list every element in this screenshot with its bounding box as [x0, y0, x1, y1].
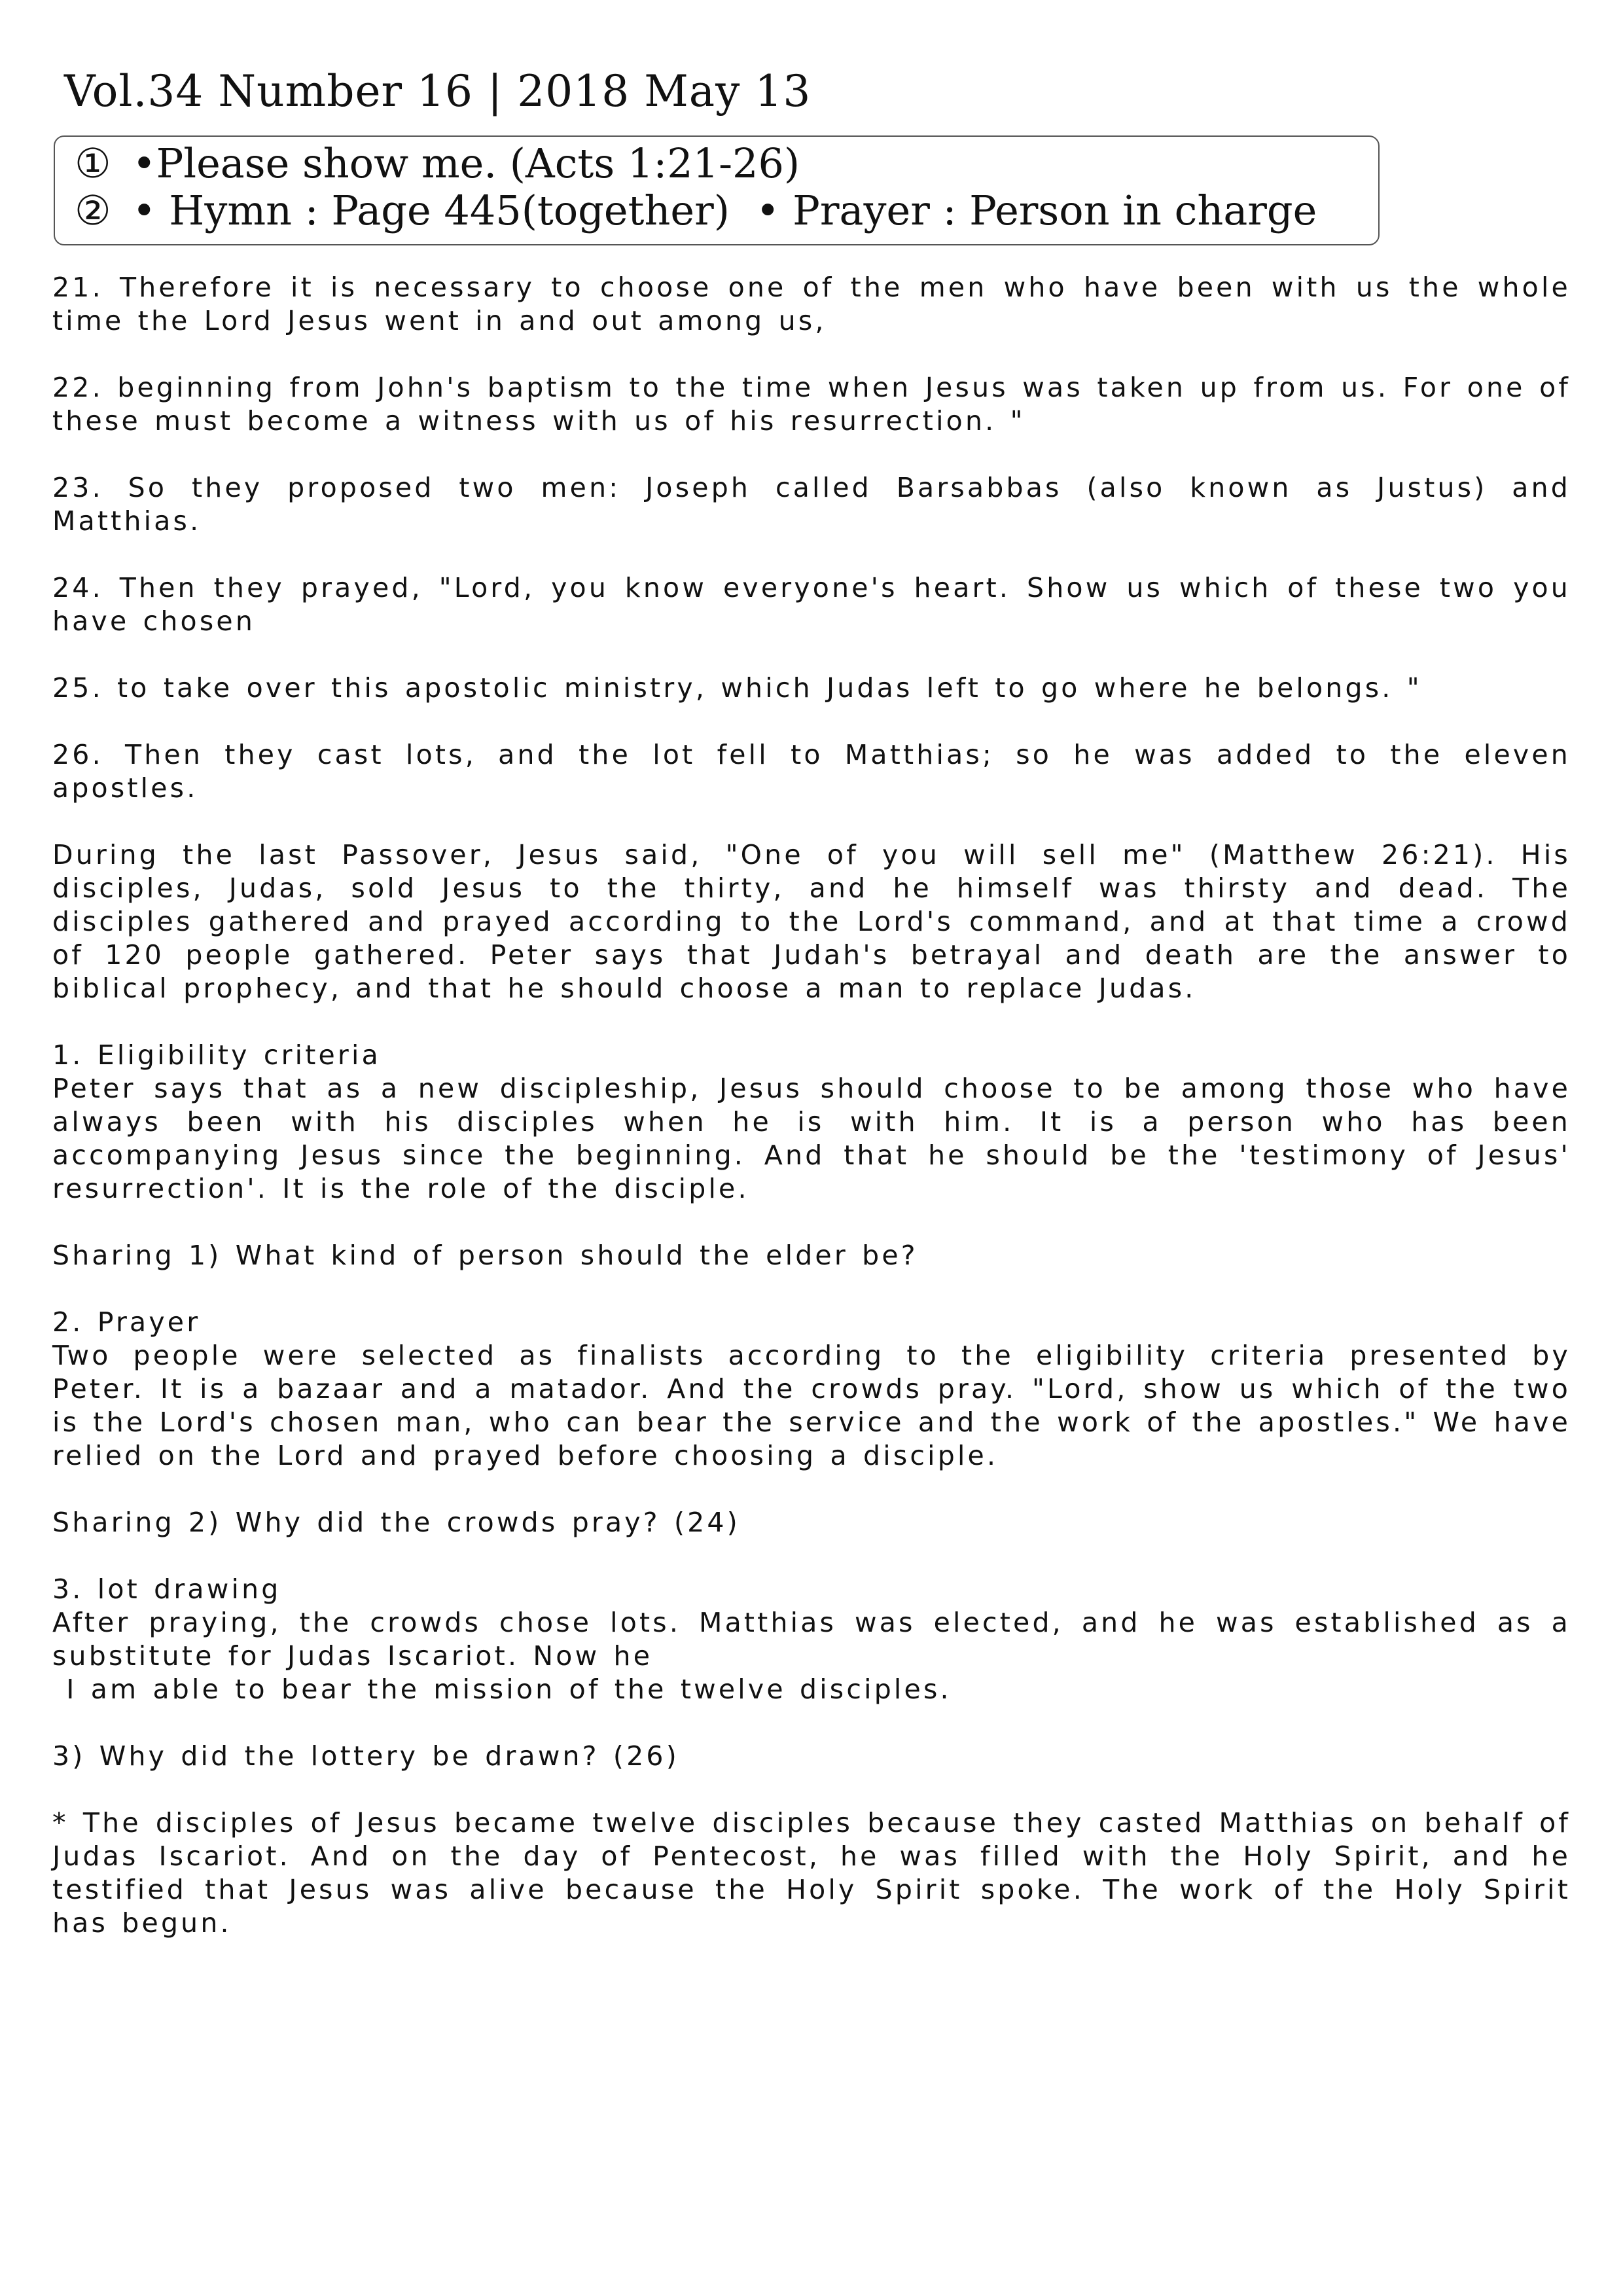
section-body-line: After praying, the crowds chose lots. Matthias was elected, and he was established as a substitute for Judas Iscariot. Now he [52, 1607, 1571, 1672]
hymn-info: • Hymn : Page 445(together) [132, 187, 730, 234]
prayer-info: • Prayer : Person in charge [755, 187, 1317, 234]
verse-21: 21. Therefore it is necessary to choose one of the men who have been with us the whole time the Lord Jesus went in and out among us, [52, 272, 1571, 336]
section-body: Two people were selected as finalists according to the eligibility criteria presented by Peter. It is a bazaar and a matador. And the crowds pray. "Lord, show us which of the two is the Lord's chosen man, who can bear the service and the work of the apostles." We have relied on the Lord and prayed before choosing a disciple. [52, 1340, 1571, 1471]
bulletin-title: Vol.34 Number 16 | 2018 May 13 [64, 66, 812, 117]
verse-26: 26. Then they cast lots, and the lot fell to Matthias; so he was added to the eleven apostles. [52, 739, 1571, 804]
section-heading: 3. lot drawing [52, 1573, 281, 1605]
sermon-title: •Please show me. (Acts 1:21-26) [132, 139, 800, 187]
verse-22: 22. beginning from John's baptism to the time when Jesus was taken up from us. For one of these must become a witness with us of his resurrection. " [52, 372, 1571, 437]
section-heading: 2. Prayer [52, 1306, 201, 1338]
circled-one-marker: ① [75, 139, 111, 187]
section-lot-drawing [52, 1573, 1571, 1706]
section-eligibility [52, 1039, 1571, 1206]
closing-paragraph: * The disciples of Jesus became twelve disciples because they casted Matthias on behalf of Judas Iscariot. And on the day of Pentecost, he was filled with the Holy Spirit, and he testified that Jesus was alive because the Holy Spirit spoke. The work of the Holy Spirit has begun. [52, 1807, 1571, 1939]
section-body: Peter says that as a new discipleship, Jesus should choose to be among those who have always been with his disciples when he is with him. It is a person who has been accompanying Jesus since the beginning. And that he should be the 'testimony of Jesus' resurrection'. It is the role of the disciple. [52, 1073, 1571, 1204]
bulletin-body [52, 271, 1571, 1973]
section-body-line: I am able to bear the mission of the twelve disciples. [52, 1674, 952, 1705]
verse-25: 25. to take over this apostolic ministry, which Judas left to go where he belongs. " [52, 672, 1422, 704]
hymn-prayer-line [75, 188, 1317, 234]
verse-23: 23. So they proposed two men: Joseph called Barsabbas (also known as Justus) and Matthias. [52, 472, 1571, 537]
sharing-question-1: Sharing 1) What kind of person should the elder be? [52, 1240, 918, 1271]
sharing-question-2: Sharing 2) Why did the crowds pray? (24) [52, 1507, 740, 1538]
service-info-box [54, 135, 1380, 245]
verse-24: 24. Then they prayed, "Lord, you know everyone's heart. Show us which of these two you have chosen [52, 572, 1571, 637]
section-prayer [52, 1306, 1571, 1473]
circled-two-marker: ② [75, 187, 111, 234]
intro-paragraph: During the last Passover, Jesus said, "One of you will sell me" (Matthew 26:21). His disciples, Judas, sold Jesus to the thirty, and he himself was thirsty and dead. The disciples gathered and prayed according to the Lord's command, and at that time a crowd of 120 people gathered. Peter says that Judah's betrayal and death are the answer to biblical prophecy, and that he should choose a man to replace Judas. [52, 839, 1571, 1004]
sermon-title-line [75, 141, 800, 187]
sharing-question-3: 3) Why did the lottery be drawn? (26) [52, 1740, 679, 1772]
section-heading: 1. Eligibility criteria [52, 1039, 381, 1071]
